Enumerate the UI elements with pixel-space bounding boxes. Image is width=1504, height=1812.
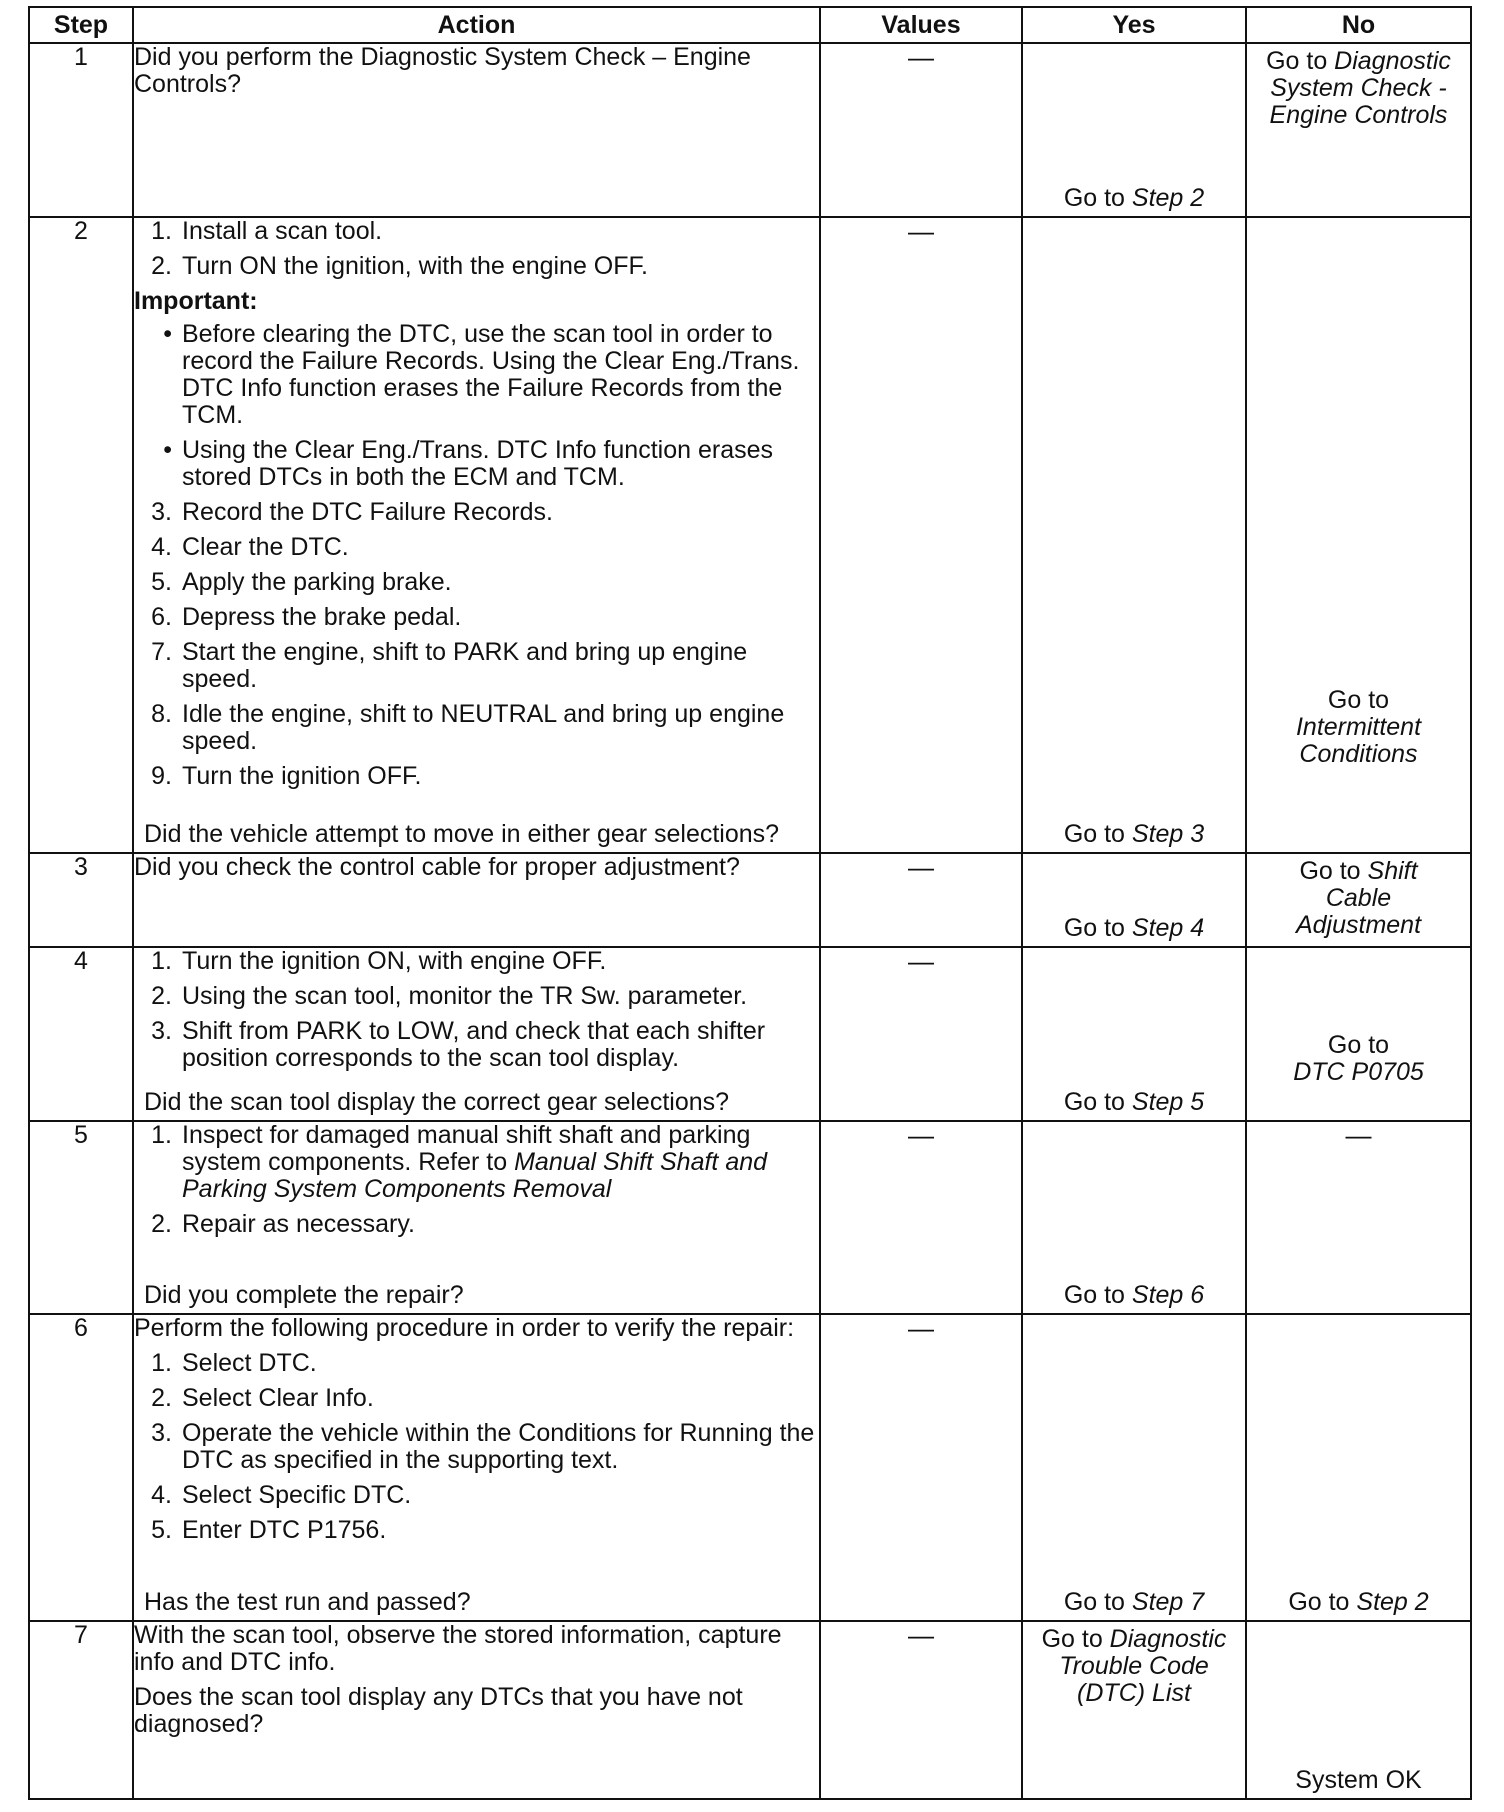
item-number: 2.	[151, 1210, 172, 1239]
yes-ref: Step 2	[1131, 184, 1205, 213]
header-row	[29, 7, 1471, 43]
no-prefix: Go to	[1299, 856, 1368, 885]
table-row	[29, 217, 1471, 852]
step-number: 1	[29, 43, 133, 217]
list-item	[134, 983, 819, 1010]
values-cell: —	[820, 43, 1022, 217]
no-prefix: Go to	[1288, 1587, 1357, 1616]
yes-cell	[1022, 947, 1246, 1121]
yes-ref: Diagnostic Trouble Code (DTC) List	[1059, 1624, 1227, 1707]
list-item	[134, 437, 819, 491]
yes-prefix: Go to	[1041, 1624, 1110, 1653]
table-row	[29, 853, 1471, 947]
no-link[interactable]	[1247, 48, 1470, 129]
list-item	[134, 1211, 819, 1238]
step-number: 7	[29, 1621, 133, 1799]
no-cell	[1246, 947, 1471, 1121]
no-ref: Intermittent Conditions	[1295, 712, 1422, 768]
item-text: Turn the ignition ON, with engine OFF.	[182, 947, 607, 976]
action-cell	[133, 947, 820, 1121]
item-text: Turn ON the ignition, with the engine OFF.	[182, 252, 648, 281]
yes-prefix: Go to	[1063, 1280, 1132, 1309]
item-text-part: Inspect for damaged manual shift shaft and parking system components. Refer to	[182, 1121, 751, 1177]
procedure-list	[134, 218, 819, 280]
item-text: Record the DTC Failure Records.	[182, 498, 553, 527]
yes-link[interactable]	[1023, 821, 1245, 848]
item-text: Apply the parking brake.	[182, 568, 452, 597]
item-text: Before clearing the DTC, use the scan tool in order to record the Failure Records. Using the Clear Eng./Trans. DTC Info function erases the Failure Records from the TCM.	[182, 320, 800, 430]
item-text: Shift from PARK to LOW, and check that each shifter position corresponds to the scan tool display.	[182, 1017, 766, 1073]
action-text: Did you check the control cable for proper adjustment?	[134, 852, 740, 881]
no-prefix: Go to	[1327, 1031, 1390, 1060]
item-text: Install a scan tool.	[182, 217, 383, 246]
yes-ref: Step 7	[1131, 1587, 1205, 1616]
item-number: 5.	[151, 1515, 172, 1544]
list-item	[134, 948, 819, 975]
yes-prefix: Go to	[1063, 819, 1132, 848]
item-text: Start the engine, shift to PARK and bring up engine speed.	[182, 638, 748, 694]
action-text: Did you perform the Diagnostic System Check – Engine Controls?	[134, 43, 751, 98]
item-text: Select Clear Info.	[182, 1383, 374, 1412]
list-item	[134, 1350, 819, 1377]
no-cell	[1246, 853, 1471, 947]
item-number: 9.	[151, 762, 172, 791]
item-number: 2.	[151, 252, 172, 281]
no-cell	[1246, 217, 1471, 852]
yes-prefix: Go to	[1063, 914, 1132, 943]
action-question: Did the vehicle attempt to move in either gear selections?	[144, 819, 780, 848]
item-number: 5.	[151, 568, 172, 597]
no-cell	[1246, 1621, 1471, 1799]
list-item	[134, 321, 819, 429]
step-number: 5	[29, 1121, 133, 1313]
yes-ref: Step 4	[1131, 914, 1205, 943]
action-intro: Perform the following procedure in order to verify the repair:	[134, 1313, 795, 1342]
action-question: Does the scan tool display any DTCs that you have not diagnosed?	[134, 1682, 743, 1738]
bullet-dot: •	[163, 320, 172, 349]
no-link[interactable]	[1247, 687, 1470, 768]
table-row	[29, 43, 1471, 217]
values-cell: —	[820, 1621, 1022, 1799]
no-cell	[1246, 1314, 1471, 1621]
no-cell: —	[1246, 1121, 1471, 1313]
procedure-list	[134, 1350, 819, 1544]
header-step: Step	[29, 7, 133, 43]
item-number: 3.	[151, 1017, 172, 1046]
yes-link[interactable]	[1023, 1089, 1245, 1116]
list-item	[134, 569, 819, 596]
item-number: 4.	[151, 1480, 172, 1509]
yes-cell	[1022, 1314, 1246, 1621]
header-yes: Yes	[1022, 7, 1246, 43]
action-cell	[133, 217, 820, 852]
list-item	[134, 218, 819, 245]
no-link[interactable]	[1247, 1032, 1470, 1086]
list-item	[134, 1517, 819, 1544]
no-link[interactable]	[1247, 1589, 1470, 1616]
no-ref: DTC P0705	[1293, 1058, 1424, 1087]
procedure-list	[134, 948, 819, 1072]
step-number: 4	[29, 947, 133, 1121]
yes-cell	[1022, 217, 1246, 852]
yes-prefix: Go to	[1063, 184, 1132, 213]
item-text: Turn the ignition OFF.	[182, 762, 422, 791]
action-cell	[133, 1121, 820, 1313]
no-cell	[1246, 43, 1471, 217]
action-cell	[133, 1314, 820, 1621]
yes-link[interactable]	[1023, 1589, 1245, 1616]
yes-link[interactable]	[1023, 915, 1245, 942]
item-text: Idle the engine, shift to NEUTRAL and bring up engine speed.	[182, 700, 785, 756]
item-number: 1.	[151, 947, 172, 976]
list-item	[134, 534, 819, 561]
procedure-list	[134, 1122, 819, 1238]
action-text: With the scan tool, observe the stored information, capture info and DTC info.	[134, 1620, 782, 1676]
list-item	[134, 1018, 819, 1072]
yes-link[interactable]	[1023, 1282, 1245, 1309]
no-prefix: Go to	[1266, 47, 1335, 75]
step-number: 3	[29, 853, 133, 947]
list-item	[134, 763, 819, 790]
no-ref: Shift Cable Adjustment	[1295, 856, 1422, 939]
yes-prefix: Go to	[1063, 1587, 1132, 1616]
item-reference[interactable]: Manual Shift Shaft and Parking System Components Removal	[182, 1148, 768, 1204]
item-text: Using the Clear Eng./Trans. DTC Info function erases stored DTCs in both the ECM and TCM.	[182, 436, 774, 492]
yes-cell	[1022, 853, 1246, 947]
yes-prefix: Go to	[1063, 1088, 1132, 1117]
item-number: 2.	[151, 1383, 172, 1412]
list-item	[134, 1482, 819, 1509]
header-no: No	[1246, 7, 1471, 43]
item-text	[182, 1122, 819, 1203]
bullet-dot: •	[163, 436, 172, 465]
important-notes	[134, 321, 819, 491]
list-item	[134, 1420, 819, 1474]
list-item	[134, 1122, 819, 1203]
values-cell: —	[820, 853, 1022, 947]
action-question: Did the scan tool display the correct gear selections?	[144, 1088, 730, 1117]
yes-ref: Step 6	[1131, 1280, 1205, 1309]
item-number: 2.	[151, 982, 172, 1011]
item-text: Operate the vehicle within the Conditions for Running the DTC as specified in the supporting text.	[182, 1418, 815, 1474]
item-number: 1.	[151, 217, 172, 246]
list-item	[134, 499, 819, 526]
list-item	[134, 604, 819, 631]
no-result: System OK	[1295, 1766, 1422, 1794]
item-number: 1.	[151, 1348, 172, 1377]
no-ref: Diagnostic System Check - Engine Controls	[1269, 47, 1451, 129]
item-number: 6.	[151, 603, 172, 632]
step-number: 2	[29, 217, 133, 852]
list-item	[134, 1385, 819, 1412]
item-text: Enter DTC P1756.	[182, 1515, 387, 1544]
item-number: 4.	[151, 533, 172, 562]
item-text: Repair as necessary.	[182, 1210, 415, 1239]
item-number: 3.	[151, 498, 172, 527]
action-cell	[133, 853, 820, 947]
values-cell: —	[820, 947, 1022, 1121]
header-action: Action	[133, 7, 820, 43]
no-link[interactable]	[1247, 858, 1470, 939]
item-text: Clear the DTC.	[182, 533, 349, 562]
step-number: 6	[29, 1314, 133, 1621]
diagnostic-table	[28, 6, 1472, 1800]
action-cell	[133, 1621, 820, 1799]
list-item	[134, 639, 819, 693]
table-row	[29, 947, 1471, 1121]
item-number: 8.	[151, 700, 172, 729]
list-item	[134, 253, 819, 280]
table-row	[29, 1621, 1471, 1799]
no-prefix: Go to	[1327, 685, 1390, 714]
yes-link[interactable]	[1023, 1626, 1245, 1707]
yes-ref: Step 5	[1131, 1088, 1205, 1117]
item-number: 3.	[151, 1418, 172, 1447]
procedure-list	[134, 499, 819, 790]
no-ref: Step 2	[1356, 1587, 1429, 1616]
table-row	[29, 1121, 1471, 1313]
yes-cell	[1022, 1121, 1246, 1313]
yes-cell	[1022, 43, 1246, 217]
item-text: Depress the brake pedal.	[182, 603, 462, 632]
item-number: 1.	[151, 1121, 172, 1150]
item-number: 7.	[151, 638, 172, 667]
item-text: Select DTC.	[182, 1348, 317, 1377]
values-cell: —	[820, 217, 1022, 852]
list-item	[134, 701, 819, 755]
action-question: Did you complete the repair?	[144, 1280, 464, 1309]
header-values: Values	[820, 7, 1022, 43]
action-question: Has the test run and passed?	[144, 1587, 471, 1616]
values-cell: —	[820, 1314, 1022, 1621]
table-row	[29, 1314, 1471, 1621]
item-text: Select Specific DTC.	[182, 1480, 412, 1509]
yes-cell	[1022, 1621, 1246, 1799]
values-cell: —	[820, 1121, 1022, 1313]
item-text: Using the scan tool, monitor the TR Sw. parameter.	[182, 982, 748, 1011]
important-label: Important:	[134, 287, 258, 316]
yes-ref: Step 3	[1131, 819, 1205, 848]
yes-link[interactable]	[1023, 185, 1245, 212]
action-cell	[133, 43, 820, 217]
